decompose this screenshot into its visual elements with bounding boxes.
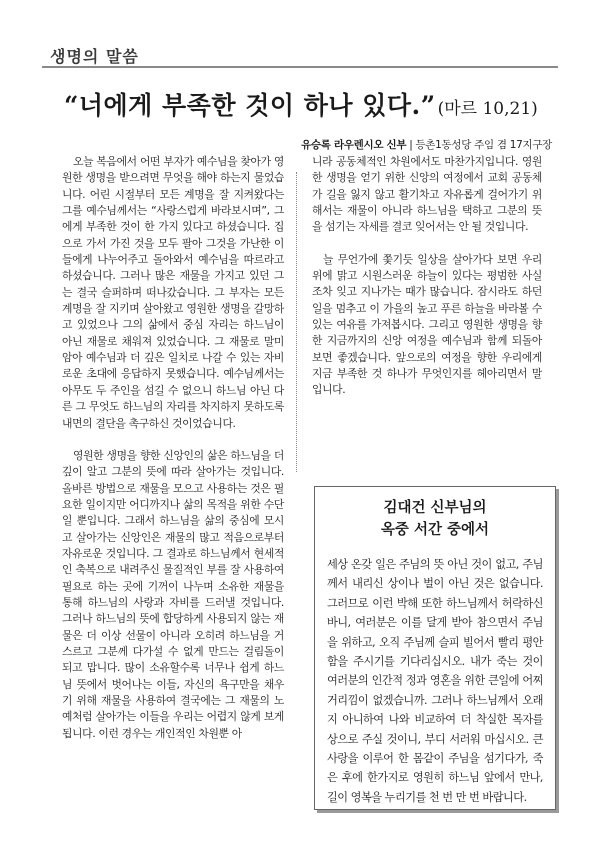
article-paragraph: 영원한 생명을 향한 신앙인의 삶은 하느님을 더 깊이 알고 그분의 뜻에 따라 살아가는 것입니다. 올바른 방법으로 재물을 모으고 사용하는 것은 필요한 일이지만 어디까지나 삶의 목적을 위한 수단일 뿐입니다. 그래서 하느님을 삶의 중심에 모시고 살아가는 신앙인은 재물의 많고 적음으로부터 자유로운 것입니다. 그 결과로 하느님께서 현세적인 축복으로 내려주신 물질적인 부를 잘 사용하여 필요로 하는 곳에 기꺼이 나누며 소유한 재물을 통해 하느님의 사랑과 자비를 드러낼 것입니다. 그러나 하느님의 뜻에 합당하게 사용되지 않는 재물은 더 이상 선물이 아니라 오히려 하느님을 거스르고 그분께 다가설 수 없게 만드는 걸림돌이 되고 맙니다. 많이 소유할수록 너무나 쉽게 하느님 뜻에서 벗어나는 이들, 자신의 욕구만을 채우기 위해 재물을 사용하여 결국에는 그 재물의 노예처럼 살아가는 이들을 우리는 어렵지 않게 보게 됩니다. 이런 경우는 개인적인 차원뿐 아 (62, 448, 284, 740)
letter-title (315, 497, 555, 541)
article-paragraph: 니라 공동체적인 차원에서도 마찬가지입니다. 영원한 생명을 얻기 위한 신앙의 여정에서 교회 공동체가 길을 잃지 않고 활기차고 자유롭게 걸어가기 위해서는 재물이 아니라 하느님을 택하고 그분의 뜻을 섬기는 자세를 결코 잊어서는 안 될 것입니다. (312, 155, 542, 234)
section-title: 생명의 말씀 (50, 47, 139, 66)
article-paragraph: 오늘 복음에서 어떤 부자가 예수님을 찾아가 영원한 생명을 받으려면 무엇을 해야 하는지 물었습니다. 어린 시절부터 모든 계명을 잘 지켜왔다는 그를 예수님께서는 “사랑스럽게 바라보시며”, 그에게 부족한 것이 한 가지 있다고 하셨습니다. 집으로 가서 가진 것을 모두 팔아 그것을 가난한 이들에게 나누어주고 돌아와서 예수님을 따르라고 하셨습니다. 그러나 많은 재물을 가지고 있던 그는 결국 슬퍼하며 떠나갔습니다. 그 부자는 모든 계명을 잘 지키며 살아왔고 영원한 생명을 갈망하고 있었으나 그의 삶에서 중심 자리는 하느님이 아닌 재물로 채워져 있었습니다. 그 재물로 말미암아 예수님과 더 깊은 일치로 나갈 수 있는 자비로운 초대에 응답하지 못했습니다. 예수님께서는 아무도 두 주인을 섬길 수 없으니 하느님 아닌 다른 그 무엇도 하느님의 자리를 차지하지 못하도록 내면의 결단을 촉구하신 것이었습니다. (62, 155, 284, 430)
article-paragraph: 늘 무언가에 쫓기듯 일상을 살아가다 보면 우리 위에 맑고 시원스러운 하늘이 있다는 평범한 사실조차 잊고 지나가는 때가 많습니다. 잠시라도 하던 일을 멈추고 이 가을의 높고 푸른 하늘을 바라볼 수 있는 여유를 가져봅시다. 그리고 영원한 생명을 향한 지금까지의 신앙 여정을 예수님과 함께 되돌아보면 좋겠습니다. 앞으로의 여정을 향한 우리에게 지금 부족한 것 하나가 무엇인지를 헤아리면서 말입니다. (312, 252, 542, 397)
letter-body: 세상 온갖 일은 주님의 뜻 아닌 것이 없고, 주님께서 내리신 상이나 벌이 아닌 것은 없습니다. 그러므로 이런 박해 또한 하느님께서 허락하신 바니, 여러분은 이를 달게 받아 참으면서 주님을 위하고, 오직 주님께 슬피 빌어서 빨리 평안함을 주시기를 기다리십시오. 내가 죽는 것이 여러분의 인간적 정과 영혼을 위한 큰일에 어찌 거리낌이 없겠습니까. 그러나 하느님께서 오래지 아니하여 나와 비교하여 더 착실한 목자를 상으로 주실 것이니, 부디 서러워 마십시오. 큰 사랑을 이루어 한 몸같이 주님을 섬기다가, 죽은 후에 한가지로 영원히 하느님 앞에서 만나, 길이 영복을 누리기를 천 번 만 번 바랍니다. (327, 558, 543, 804)
byline-author: 유승록 라우렌시오 신부 (301, 139, 407, 151)
byline (301, 137, 552, 152)
article-left-column (62, 154, 284, 742)
headline-reference: (마르 10,21) (437, 99, 538, 119)
article-right-column (312, 154, 542, 399)
headline-quote: “너에게 부족한 것이 하나 있다.” (64, 91, 436, 120)
column-divider (296, 172, 297, 472)
byline-separator: | (409, 139, 413, 151)
header-rule (42, 66, 558, 68)
letter-box (314, 486, 556, 810)
letter-title-line: 옥중 서간 중에서 (380, 522, 490, 538)
headline (64, 86, 538, 122)
letter-title-line: 김대건 신부님의 (383, 500, 487, 516)
byline-role: 등촌1동성당 주임 겸 17지구장 (415, 139, 552, 151)
